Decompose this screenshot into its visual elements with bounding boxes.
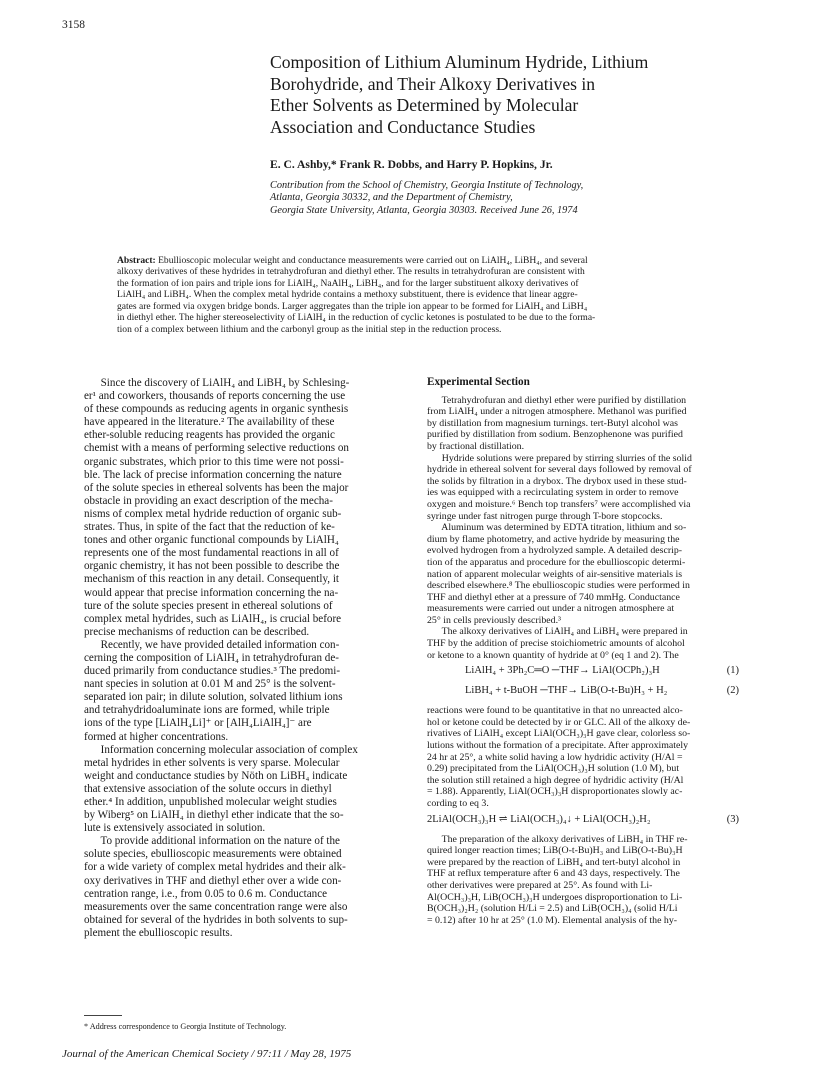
equation-3 <box>427 814 749 834</box>
equation-2 <box>427 685 749 705</box>
text-line: Recently, we have provided detailed information con- <box>84 638 340 651</box>
abstract-line: LiAlH₄ and LiBH₄. When the complex metal hydride contains a methoxy substituent, there is evidence that linear aggre- <box>117 289 578 301</box>
text-line: dium by flame photometry, and active hydride by measuring the <box>427 533 680 545</box>
text-line: by distillation from magnesium turnings. tert-Butyl alcohol was <box>427 417 678 429</box>
abstract <box>117 255 744 335</box>
text-line: Aluminum was determined by EDTA titration, lithium and so- <box>427 522 687 534</box>
right-column <box>427 377 749 926</box>
equation-text: LiAlH₄ + 3Ph₂C═O ─THF→ LiAl(OCPh₂)₃H <box>465 665 660 677</box>
text-line: purified by distillation from sodium. Benzophenone was purified <box>427 429 683 441</box>
text-line: 24 hr at 25°, a white solid having a low hydridic activity (H/Al = <box>427 751 683 763</box>
text-line: that extensive association of the solute occurs in diethyl <box>84 782 332 795</box>
text-line: syringe under fast nitrogen purge through T-bore stopcocks. <box>427 510 663 522</box>
text-line: nant species in solution at 0.01 M and 25° is the solvent- <box>84 678 336 691</box>
text-line: Hydride solutions were prepared by stirring slurries of the solid <box>427 452 692 464</box>
text-line: metal hydrides in ether solvents is very sparse. Molecular <box>84 756 340 769</box>
text-line: obstacle in providing an exact description of the mecha- <box>84 494 333 507</box>
footnote: * Address correspondence to Georgia Institute of Technology. <box>84 1022 287 1031</box>
text-line: = 0.12) after 10 hr at 25° (1.0 M). Elemental analysis of the hy- <box>427 914 678 926</box>
text-line: have appeared in the literature.² The availability of these <box>84 416 335 429</box>
text-line: tones and other organic functional compounds by LiAlH₄ <box>84 534 339 547</box>
abstract-line: gates are formed via oxygen bridge bonds. Larger aggregates than the triple ion appear to be formed for LiAlH₄ and LiBH₄ <box>117 300 588 312</box>
text-line: Information concerning molecular association of complex <box>84 743 358 756</box>
text-line: mechanism of this reaction in any detail. Consequently, it <box>84 573 339 586</box>
experimental-text-block <box>427 395 749 662</box>
text-line: THF and diethyl ether at a pressure of 740 mmHg. Conductance <box>427 591 680 603</box>
affiliation <box>270 180 740 217</box>
text-line: and tetrahydridoaluminate ions are formed, while triple <box>84 704 330 717</box>
footnote-rule <box>84 1015 122 1016</box>
text-line: organic chemistry, it has not been possible to describe the <box>84 560 340 573</box>
title-line: Composition of Lithium Aluminum Hydride, Lithium <box>270 52 649 72</box>
text-line: by Wiberg⁵ on LiAlH₄ in diethyl ether indicate that the so- <box>84 809 344 822</box>
text-line: The alkoxy derivatives of LiAlH₄ and LiBH₄ were prepared in <box>427 626 688 638</box>
text-line: tion of the apparatus and procedure for the ebullioscopic determi- <box>427 556 686 568</box>
text-line: ether-soluble reducing reagents has provided the organic <box>84 429 335 442</box>
text-line: = 1.88). Apparently, LiAl(OCH₃)₃H disproportionates slowly ac- <box>427 786 683 798</box>
page-number: 3158 <box>62 19 85 31</box>
article-title <box>270 52 740 138</box>
text-line: ble. The lack of precise information concerning the nature <box>84 468 342 481</box>
text-line: for a wide variety of complex metal hydrides and their alk- <box>84 861 346 874</box>
text-line: The preparation of the alkoxy derivatives of LiBH₄ in THF re- <box>427 833 688 845</box>
affiliation-line: Atlanta, Georgia 30332, and the Department of Chemistry, <box>270 192 513 204</box>
text-line: or ketone to a known quantity of hydride at 0° (eq 1 and 2). The <box>427 649 679 661</box>
text-line: ether.⁴ In addition, unpublished molecular weight studies <box>84 796 337 808</box>
title-line: Borohydride, and Their Alkoxy Derivatives in <box>270 73 596 94</box>
equation-text: 2LiAl(OCH₃)₃H ⇌ LiAl(OCH₃)₄↓ + LiAl(OCH₃)₂H₂ <box>427 813 651 825</box>
text-line: from LiAlH₄ under a nitrogen atmosphere. Methanol was purified <box>427 406 687 418</box>
text-line: rivatives of LiAlH₄ except LiAl(OCH₃)₃H gave clear, colorless so- <box>427 728 691 740</box>
text-line: formed at higher concentrations. <box>84 730 229 743</box>
text-line: hydride in ethereal solvent for several days followed by removal of <box>427 464 692 476</box>
text-line: To provide additional information on the nature of the <box>84 835 340 848</box>
equation-number: (1) <box>726 665 739 677</box>
affiliation-line: Contribution from the School of Chemistry, Georgia Institute of Technology, <box>270 180 584 191</box>
text-line: duced primarily from conductance studies.³ The predomi- <box>84 665 341 678</box>
equation-number: (3) <box>726 813 739 825</box>
text-line: B(OCH₃)₂H₂ (solution H/Li = 2.5) and LiB(OCH₃)₄ (solid H/Li <box>427 903 678 915</box>
text-line: Tetrahydrofuran and diethyl ether were purified by distillation <box>427 394 687 406</box>
text-line: reactions were found to be quantitative in that no unreacted alco- <box>427 705 683 717</box>
abstract-label: Abstract: <box>117 255 156 266</box>
text-line: of the solute species in ethereal solvents has been the major <box>84 481 349 494</box>
authors: E. C. Ashby,* Frank R. Dobbs, and Harry P. Hopkins, Jr. <box>270 158 553 171</box>
text-line: quired longer reaction times; LiB(O-t-Bu)H₃ and LiB(O-t-Bu)₃H <box>427 845 683 857</box>
abstract-line: the formation of ion pairs and triple ions for LiAlH₄, NaAlH₄, LiBH₄, and for the larger substituent alkoxy derivatives of <box>117 277 579 289</box>
experimental-text-block <box>427 834 749 927</box>
abstract-line: tion of a complex between lithium and the carbonyl group as the initial step in the reduction process. <box>117 323 502 335</box>
experimental-text-block <box>427 705 749 809</box>
text-line: ions of the type [LiAlH₄Li]⁺ or [AlH₄LiAlH₄]⁻ are <box>84 717 312 730</box>
left-column <box>84 377 404 940</box>
text-line: complex metal hydrides, such as LiAlH₄, is crucial before <box>84 612 342 625</box>
text-line: obtained for several of the hydrides in both solvents to sup- <box>84 913 348 926</box>
text-line: cerning the composition of LiAlH₄ in tetrahydrofuran de- <box>84 651 339 664</box>
text-line: cording to eq 3. <box>427 798 489 809</box>
text-line: plement the ebullioscopic results. <box>84 926 233 939</box>
equation-1 <box>427 665 749 685</box>
text-line: the solution still retained a high degree of hydridic activity (H/Al <box>427 774 684 786</box>
text-line: other derivatives were prepared at 25°. As found with Li- <box>427 879 653 891</box>
text-line: hol or ketone could be detected by ir or GLC. All of the alkoxy de- <box>427 716 691 728</box>
abstract-line <box>117 255 744 266</box>
text-line: lute is extensively associated in solution. <box>84 822 266 835</box>
text-line: strates. Thus, in spite of the fact that the reduction of ke- <box>84 521 335 534</box>
text-line: centration range, i.e., from 0.05 to 0.6 m. Conductance <box>84 887 328 900</box>
title-line: Ether Solvents as Determined by Molecular <box>270 95 579 115</box>
text-line: the solids by filtration in a drybox. The drybox used in these stud- <box>427 475 687 487</box>
text-line: were prepared by the reaction of LiBH₄ and tert-butyl alcohol in <box>427 856 681 868</box>
abstract-text: Ebullioscopic molecular weight and conductance measurements were carried out on LiAlH₄, LiBH₄, and several <box>155 255 588 266</box>
text-line: described elsewhere.⁸ The ebullioscopic studies were performed in <box>427 580 690 592</box>
text-line: THF at reflux temperature after 6 and 43 days, respectively. The <box>427 868 680 880</box>
text-line: er¹ and coworkers, thousands of reports concerning the use <box>84 390 346 403</box>
journal-citation: Journal of the American Chemical Society / 97:11 / May 28, 1975 <box>62 1048 352 1060</box>
text-line: represents one of the most fundamental reactions in all of <box>84 547 339 560</box>
text-line: 0.29) precipitated from the LiAl(OCH₃)₃H solution (1.0 M), but <box>427 763 680 775</box>
text-line: evolved hydrogen from a hydrolyzed sample. A detailed descrip- <box>427 545 683 557</box>
text-line: 25° in cells previously described.³ <box>427 614 562 626</box>
text-line: chemist with a means of performing selective reductions on <box>84 442 349 455</box>
text-line: measurements over the same concentration range were also <box>84 900 348 913</box>
text-line: THF by the addition of precise stoichiometric amounts of alcohol <box>427 638 685 650</box>
title-line: Association and Conductance Studies <box>270 116 536 137</box>
text-line: oxy derivatives in THF and diethyl ether over a wide con- <box>84 874 342 887</box>
affiliation-line: Georgia State University, Atlanta, Georgia 30303. Received June 26, 1974 <box>270 204 578 216</box>
text-line: precise mechanisms of reduction can be described. <box>84 625 310 638</box>
text-line: weight and conductance studies by Nöth on LiBH₄ indicate <box>84 769 348 782</box>
text-line: oxygen and moisture.⁶ Bench top transfers⁷ were accomplished via <box>427 498 691 510</box>
text-line: separated ion pair; in dilute solution, solvated lithium ions <box>84 691 343 704</box>
text-line: Al(OCH₃)₃H, LiB(OCH₃)₃H undergoes disproportionation to Li- <box>427 891 683 903</box>
text-line: ture of the solute species present in ethereal solutions of <box>84 599 333 612</box>
text-line: of these compounds as reducing agents in organic synthesis <box>84 403 349 416</box>
text-line: lutions without the formation of a precipitate. After approximately <box>427 740 689 752</box>
text-line: organic substrates, which prior to this time were not possi- <box>84 455 344 468</box>
text-line: would appear that precise information concerning the na- <box>84 586 339 599</box>
text-line: by fractional distillation. <box>427 440 525 452</box>
equation-number: (2) <box>726 685 739 697</box>
text-line: solute species, ebullioscopic measurements were obtained <box>84 848 342 861</box>
abstract-line: alkoxy derivatives of these hydrides in tetrahydrofuran and diethyl ether. The results in tetrahydrofuran are consistent with <box>117 266 585 278</box>
text-line: nation of apparent molecular weights of air-sensitive materials is <box>427 568 683 580</box>
equation-text: LiBH₄ + t-BuOH ─THF→ LiB(O-t-Bu)H₃ + H₂ <box>465 685 668 697</box>
experimental-section-heading: Experimental Section <box>427 376 530 388</box>
text-line: measurements were carried out under a nitrogen atmosphere at <box>427 603 675 615</box>
text-line: nisms of complex metal hydride reduction of organic sub- <box>84 507 342 520</box>
text-line: Since the discovery of LiAlH₄ and LiBH₄ by Schlesing- <box>84 377 350 389</box>
abstract-line: in diethyl ether. The higher stereoselectivity of LiAlH₄ in the reduction of cyclic ketones is postulated to be due to the forma- <box>117 312 596 324</box>
text-line: ies was equipped with a recirculating system in order to remove <box>427 487 679 499</box>
